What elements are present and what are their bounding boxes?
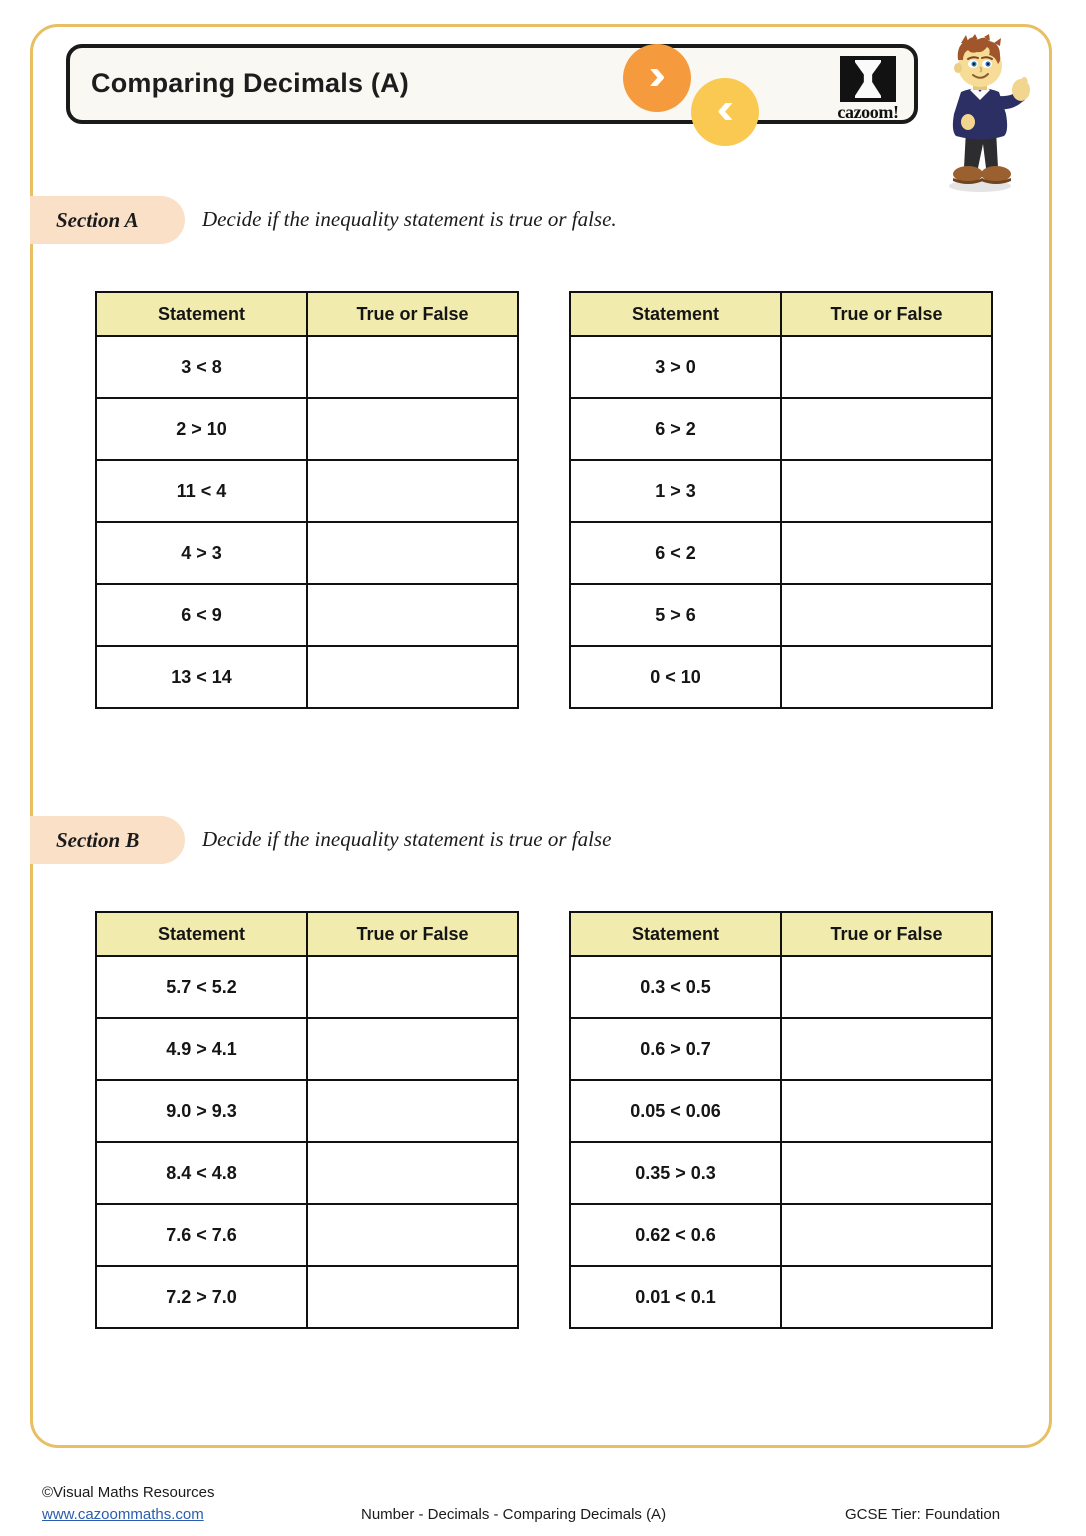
section-a-table-1	[95, 291, 519, 709]
answer-cell[interactable]	[307, 460, 518, 522]
table-row	[96, 1204, 518, 1266]
table-row	[96, 522, 518, 584]
column-header-statement: Statement	[96, 912, 307, 956]
statement-cell: 6 < 9	[96, 584, 307, 646]
answer-cell[interactable]	[781, 646, 992, 708]
table-row	[570, 956, 992, 1018]
statement-cell: 4 > 3	[96, 522, 307, 584]
table-row	[570, 1142, 992, 1204]
statement-cell: 2 > 10	[96, 398, 307, 460]
table-row	[570, 522, 992, 584]
greater-than-icon	[623, 44, 691, 112]
column-header-true-or-false: True or False	[307, 292, 518, 336]
answer-cell[interactable]	[307, 1080, 518, 1142]
answer-cell[interactable]	[307, 584, 518, 646]
copyright-text: ©Visual Maths Resources	[42, 1484, 215, 1501]
table-row	[570, 336, 992, 398]
mascot-illustration	[928, 34, 1032, 194]
column-header-true-or-false: True or False	[307, 912, 518, 956]
table-row	[570, 1204, 992, 1266]
column-header-statement: Statement	[570, 912, 781, 956]
answer-cell[interactable]	[781, 1080, 992, 1142]
table-header-row	[570, 912, 992, 956]
tier-label: GCSE Tier: Foundation	[845, 1506, 1001, 1523]
table-row	[96, 1142, 518, 1204]
answer-cell[interactable]	[781, 1142, 992, 1204]
statement-cell: 1 > 3	[570, 460, 781, 522]
answer-cell[interactable]	[307, 398, 518, 460]
answer-cell[interactable]	[307, 1204, 518, 1266]
column-header-statement: Statement	[96, 292, 307, 336]
statement-cell: 4.9 > 4.1	[96, 1018, 307, 1080]
table-row	[96, 956, 518, 1018]
table-row	[96, 1018, 518, 1080]
table-row	[570, 398, 992, 460]
cazoom-logo-wordmark: cazoom!	[837, 102, 899, 122]
answer-cell[interactable]	[781, 1266, 992, 1328]
worksheet-header	[0, 0, 1086, 200]
answer-cell[interactable]	[781, 522, 992, 584]
statement-cell: 0.05 < 0.06	[570, 1080, 781, 1142]
answer-cell[interactable]	[781, 1204, 992, 1266]
table-row	[570, 584, 992, 646]
answer-cell[interactable]	[307, 1142, 518, 1204]
table-header-row	[96, 292, 518, 336]
section-header-b	[30, 816, 1052, 864]
table-row	[570, 1080, 992, 1142]
less-than-glyph: ‹	[715, 84, 735, 133]
section-b-instruction: Decide if the inequality statement is true or false	[202, 827, 612, 851]
table-row	[96, 460, 518, 522]
answer-cell[interactable]	[307, 522, 518, 584]
table-header-row	[570, 292, 992, 336]
cazoom-logo	[826, 56, 910, 126]
table-row	[570, 460, 992, 522]
section-a-instruction: Decide if the inequality statement is true or false.	[202, 207, 617, 231]
answer-cell[interactable]	[307, 956, 518, 1018]
statement-cell: 0.01 < 0.1	[570, 1266, 781, 1328]
table-row	[570, 1266, 992, 1328]
statement-cell: 3 > 0	[570, 336, 781, 398]
statement-cell: 5.7 < 5.2	[96, 956, 307, 1018]
statement-cell: 6 < 2	[570, 522, 781, 584]
statement-cell: 0.3 < 0.5	[570, 956, 781, 1018]
answer-cell[interactable]	[781, 956, 992, 1018]
hourglass-icon	[855, 60, 881, 98]
column-header-statement: Statement	[570, 292, 781, 336]
statement-cell: 8.4 < 4.8	[96, 1142, 307, 1204]
answer-cell[interactable]	[781, 1018, 992, 1080]
statement-cell: 13 < 14	[96, 646, 307, 708]
column-header-true-or-false: True or False	[781, 292, 992, 336]
statement-cell: 7.6 < 7.6	[96, 1204, 307, 1266]
column-header-true-or-false: True or False	[781, 912, 992, 956]
section-b-table-2	[569, 911, 993, 1329]
statement-cell: 7.2 > 7.0	[96, 1266, 307, 1328]
section-b-label: Section B	[56, 828, 140, 852]
answer-cell[interactable]	[307, 1018, 518, 1080]
statement-cell: 0.62 < 0.6	[570, 1204, 781, 1266]
table-row	[96, 584, 518, 646]
statement-cell: 5 > 6	[570, 584, 781, 646]
less-than-icon	[691, 78, 759, 146]
table-header-row	[96, 912, 518, 956]
section-header-a	[30, 196, 1052, 244]
table-row	[96, 398, 518, 460]
answer-cell[interactable]	[781, 460, 992, 522]
table-row	[96, 1266, 518, 1328]
answer-cell[interactable]	[307, 646, 518, 708]
statement-cell: 11 < 4	[96, 460, 307, 522]
page-footer	[0, 1478, 1086, 1536]
statement-cell: 9.0 > 9.3	[96, 1080, 307, 1142]
statement-cell: 0.35 > 0.3	[570, 1142, 781, 1204]
table-row	[96, 1080, 518, 1142]
answer-cell[interactable]	[307, 336, 518, 398]
topic-breadcrumb: Number - Decimals - Comparing Decimals (A)	[361, 1506, 667, 1523]
answer-cell[interactable]	[307, 1266, 518, 1328]
page-title: Comparing Decimals (A)	[91, 68, 409, 98]
website-link[interactable]: www.cazoommaths.com	[42, 1506, 204, 1523]
table-row	[96, 646, 518, 708]
statement-cell: 6 > 2	[570, 398, 781, 460]
section-a-table-2	[569, 291, 993, 709]
cazoom-logo-mark	[840, 56, 896, 102]
table-row	[96, 336, 518, 398]
statement-cell: 0.6 > 0.7	[570, 1018, 781, 1080]
statement-cell: 3 < 8	[96, 336, 307, 398]
answer-cell[interactable]	[781, 398, 992, 460]
answer-cell[interactable]	[781, 336, 992, 398]
answer-cell[interactable]	[781, 584, 992, 646]
greater-than-glyph: ›	[647, 50, 667, 99]
section-b-table-1	[95, 911, 519, 1329]
table-row	[570, 646, 992, 708]
section-a-label: Section A	[56, 208, 139, 232]
statement-cell: 0 < 10	[570, 646, 781, 708]
table-row	[570, 1018, 992, 1080]
